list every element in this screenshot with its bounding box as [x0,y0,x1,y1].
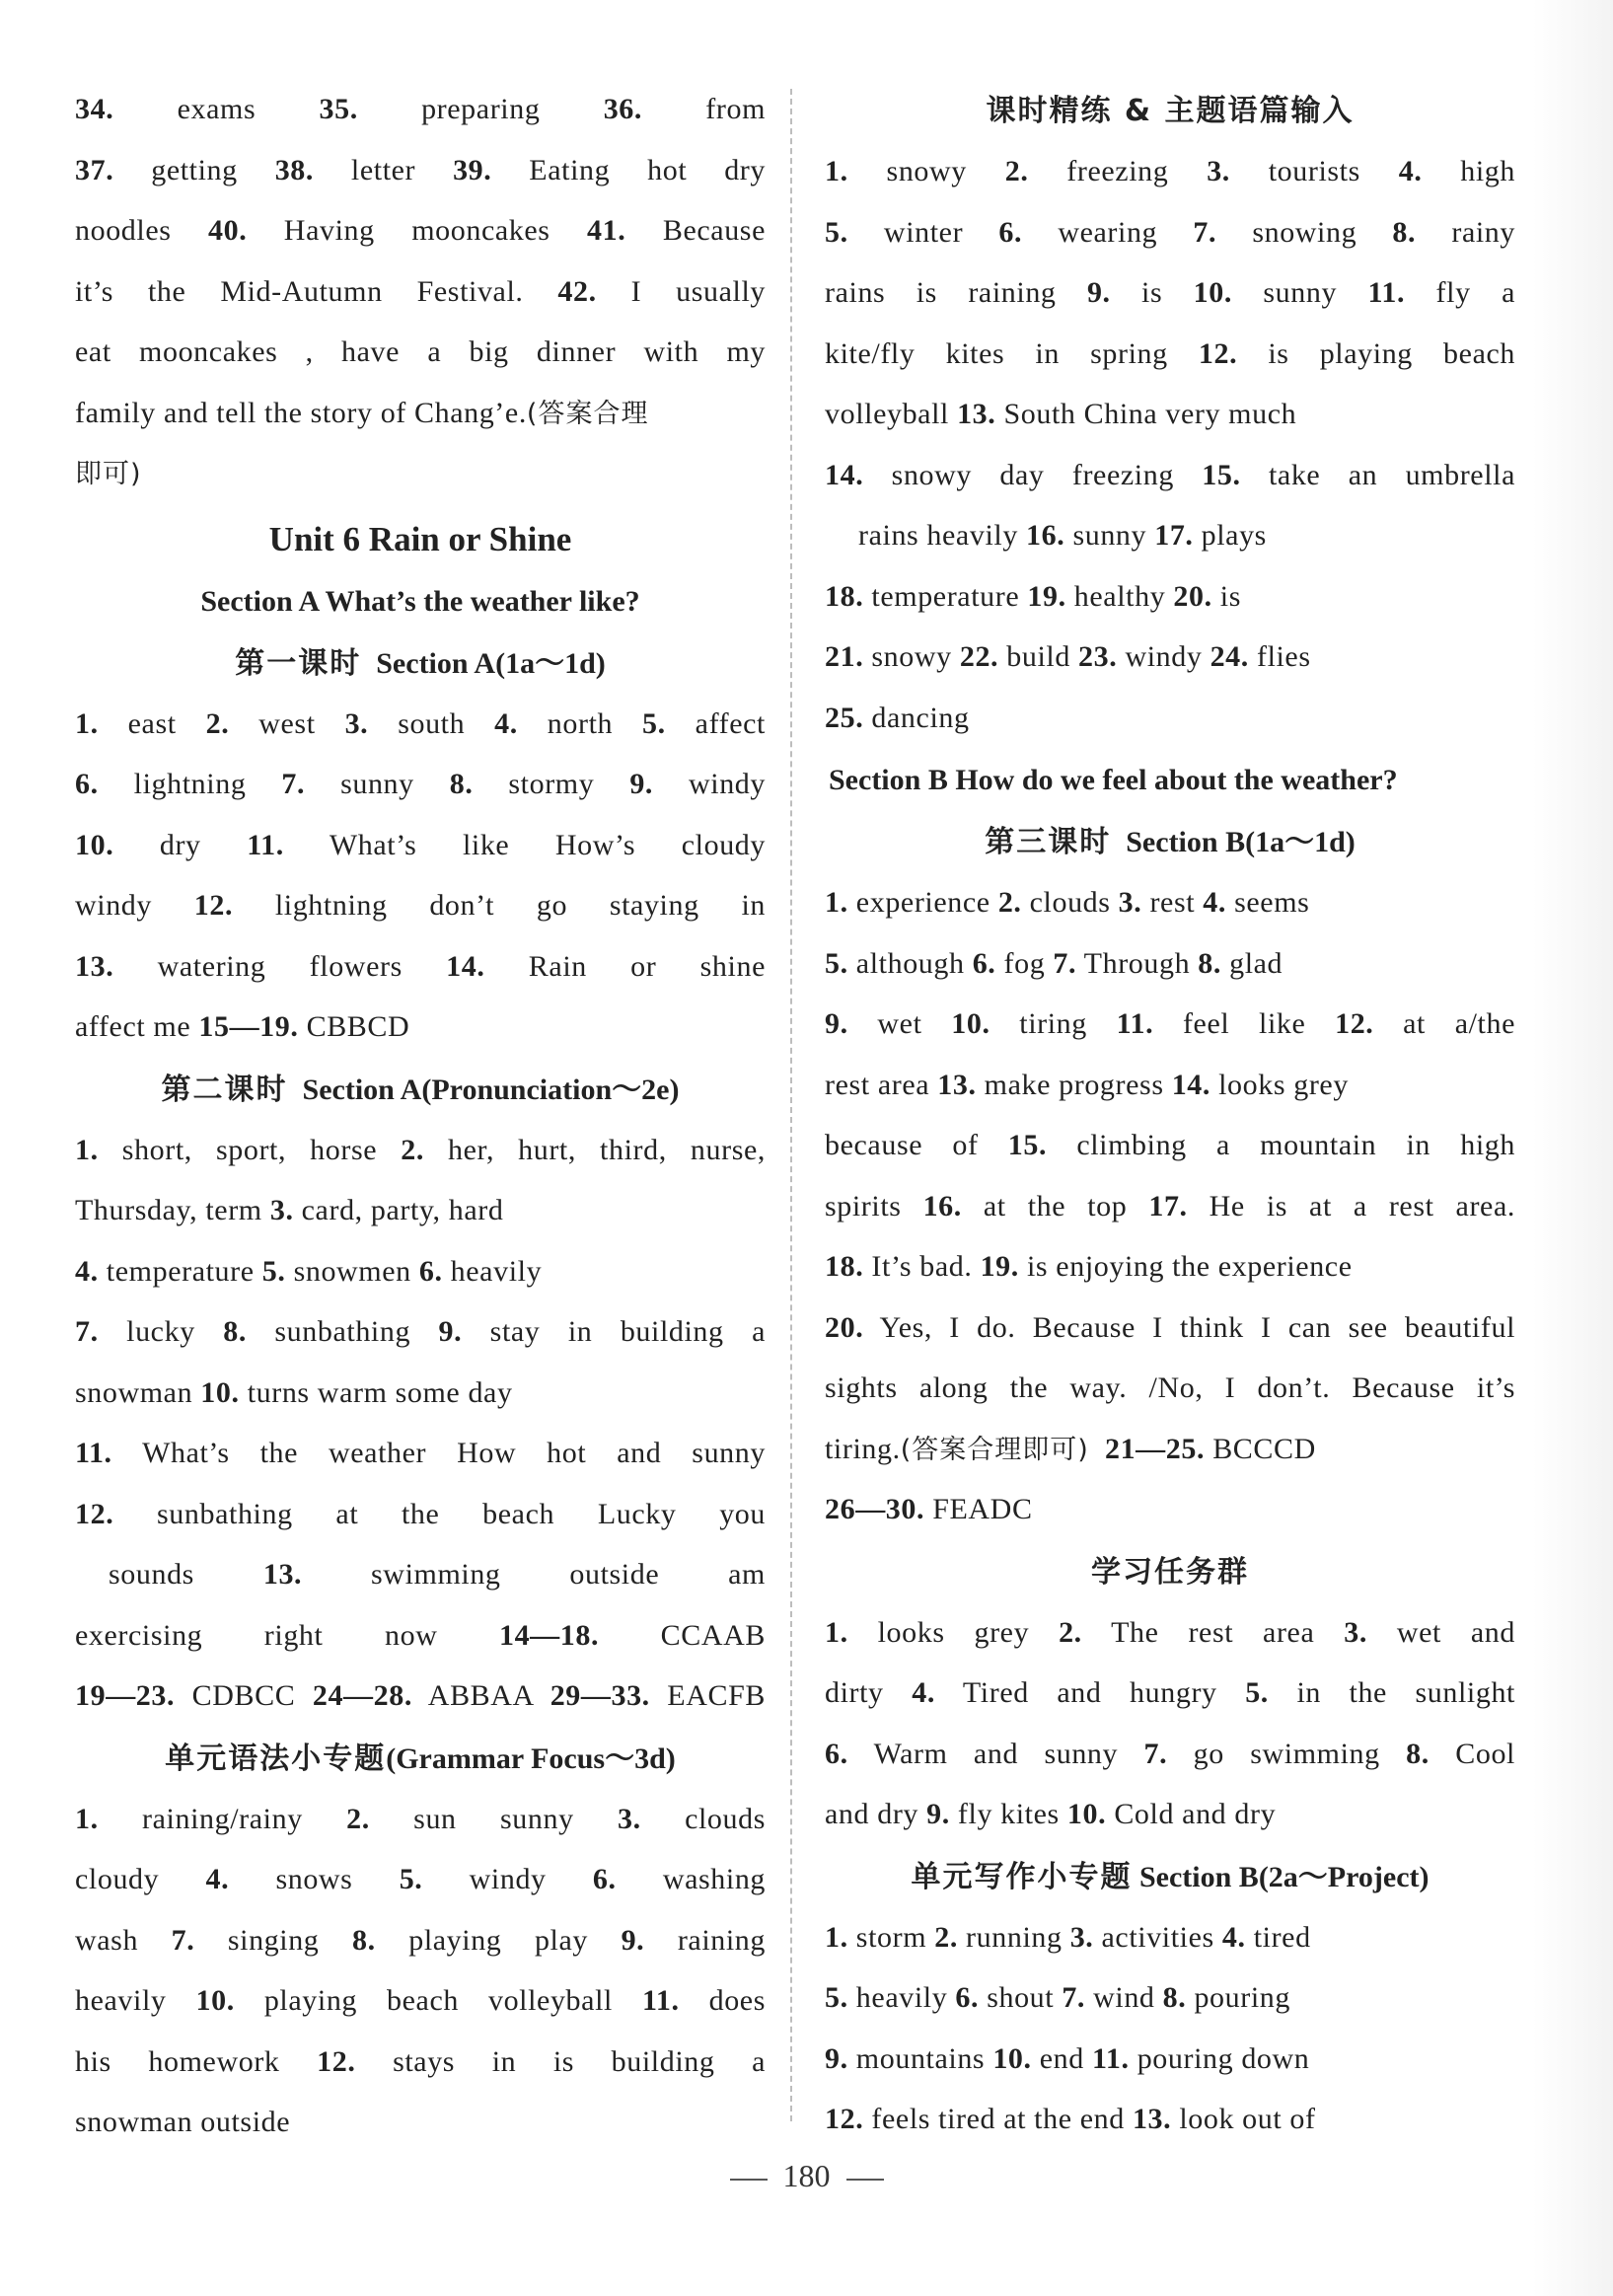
question-number: 6. [955,1981,980,2014]
question-number: 15. [1202,458,1241,491]
lesson-3-heading [825,816,1515,878]
answer-line: 21. snowy 22. build 23. windy 24. flies [825,640,1311,673]
question-number: 13. [957,398,996,430]
question-number: 21. [825,640,864,673]
answer-line: 18. temperature 19. healthy 20. is [825,579,1242,613]
answer-line: spirits 16. at the top 17. He is at a rest area. [825,1189,1515,1222]
question-number: 3. [1344,1615,1367,1649]
question-number: 1. [825,155,848,187]
question-number: 3. [1207,155,1230,187]
answer-line: 1. snowy 2. freezing 3. tourists 4. high [825,155,1515,187]
question-number: 19—23. [75,1679,176,1712]
question-number: 4. [205,1863,230,1895]
question-number: 34. [75,93,114,125]
footer-dash [846,2179,884,2181]
page-footer [0,2151,1613,2200]
answer-line: 5. winter 6. wearing 7. snowing 8. rainy [825,215,1515,249]
question-number: 11. [247,828,284,861]
answer-line: snowman outside [75,2106,291,2138]
column-divider [790,89,792,2121]
question-number: 6. [825,1737,848,1770]
question-number: 17. [1148,1189,1188,1222]
question-number: 3. [1118,886,1142,919]
answer-line: 25. dancing [825,701,970,734]
writing-zh: 单元写作小专题 [911,1859,1133,1894]
section-b-title: Section B How do we feel about the weather? [829,764,1398,796]
lesson-3-zh: 第三课时 [985,825,1112,859]
question-number: 6. [592,1863,617,1895]
question-number: 9. [629,768,654,800]
answer-line: eat mooncakes , have a big dinner with my [75,335,766,368]
answer-line: 14. snowy day freezing 15. take an umbrella [825,458,1515,491]
left-column [75,85,766,2159]
answer-line: 1. experience 2. clouds 3. rest 4. seems [825,886,1310,919]
answer-line: dirty 4. Tired and hungry 5. in the sunlight [825,1676,1515,1709]
question-number: 5. [825,215,848,249]
question-number: 20. [825,1310,864,1344]
question-number: 4. [912,1676,935,1709]
question-number: 5. [825,1981,848,2014]
answer-note: 即可) [75,459,142,489]
question-number: 26—30. [825,1493,925,1525]
question-number: 7. [1143,1737,1168,1770]
question-number: 5. [399,1863,423,1895]
question-number: 3. [344,706,369,740]
right-column [825,85,1515,2156]
question-number: 12. [317,2044,356,2078]
question-number: 1. [825,1920,848,1954]
question-number: 14. [1171,1068,1211,1101]
question-number: 12. [825,2103,864,2135]
question-number: 5. [642,706,666,740]
question-number: 2. [401,1133,424,1166]
answer-line: wash 7. singing 8. playing play 9. raining [75,1923,766,1957]
question-number: 11. [75,1437,112,1469]
answer-line: 5. although 6. fog 7. Through 8. glad [825,946,1283,980]
question-number: 2. [1059,1615,1082,1649]
question-number: 1. [75,1802,99,1835]
question-number: 21—25. [1104,1432,1206,1465]
question-number: 18. [825,579,864,613]
question-number: 6. [75,768,99,800]
question-number: 8. [223,1315,247,1348]
question-number: 19. [980,1250,1019,1283]
question-number: 14. [446,949,485,983]
answer-line: rains is raining 9. is 10. sunny 11. fly a [825,276,1515,309]
answer-note: (答案合理 [526,398,649,429]
question-number: 10. [1066,1798,1107,1830]
question-number: 39. [453,153,492,186]
lesson-3-en: Section B(1a～1d) [1126,826,1356,858]
unit-title: Unit 6 Rain or Shine [268,519,572,558]
answer-line [75,449,766,510]
question-number: 12. [1335,1007,1374,1040]
page-number: 180 [782,2158,831,2193]
question-number: 9. [825,1007,848,1040]
question-number: 4. [75,1254,99,1288]
question-number: 8. [1406,1737,1430,1770]
answer-line: because of 15. climbing a mountain in high [825,1129,1515,1161]
question-number: 5. [825,946,848,980]
grammar-zh: 单元语法小专题 [165,1741,387,1776]
answer-line: volleyball 13. South China very much [825,398,1297,430]
answer-line: 6. Warm and sunny 7. go swimming 8. Cool [825,1737,1515,1770]
question-number: 29—33. [550,1679,650,1712]
answer-text: 21—25. BCCCD [1104,1432,1316,1465]
answer-line: 1. raining/rainy 2. sun sunny 3. clouds [75,1802,766,1835]
question-number: 8. [449,768,474,800]
question-number: 20. [1173,579,1212,613]
question-number: 11. [1091,2041,1130,2075]
task-group-zh: 学习任务群 [1091,1554,1249,1590]
answer-text: tiring. [825,1432,901,1465]
answer-line: 4. temperature 5. snowmen 6. heavily [75,1254,543,1288]
question-number: 1. [75,706,99,740]
answer-line: affect me 15—19. CBBCD [75,1010,410,1043]
answer-line: rest area 13. make progress 14. looks grey [825,1068,1349,1101]
question-number: 7. [1053,946,1077,980]
lesson-1-en: Section A(1a～1d) [376,646,606,680]
answer-note: (答案合理即可) [900,1434,1089,1465]
footer-dash [730,2179,768,2181]
answer-line: 11. What’s the weather How hot and sunny [75,1437,766,1469]
lesson-1-zh: 第一课时 [235,645,362,681]
question-number: 9. [1086,276,1111,309]
answer-line: 5. heavily 6. shout 7. wind 8. pouring [825,1981,1290,2014]
question-number: 5. [261,1254,286,1288]
question-number: 7. [75,1315,99,1348]
writing-heading [825,1851,1515,1913]
question-number: 4. [1221,1920,1246,1954]
answer-line: 18. It’s bad. 19. is enjoying the experience [825,1250,1353,1283]
question-number: 1. [825,886,848,919]
question-number: 15—19. [198,1010,299,1043]
question-number: 14—18. [498,1618,600,1652]
answer-line: 1. short, sport, horse 2. her, hurt, third, nurse, [75,1133,766,1166]
lesson-2-heading [75,1064,766,1126]
question-number: 41. [587,214,626,247]
answer-line: 1. storm 2. running 3. activities 4. tired [825,1920,1311,1954]
answer-line: heavily 10. playing beach volleyball 11. does [75,1984,766,2017]
answer-line: 19—23. CDBCC 24—28. ABBAA 29—33. EACFB [75,1679,766,1712]
answer-line: exercising right now 14—18. CCAAB [75,1618,766,1652]
question-number: 12. [1198,336,1238,370]
answer-line: 6. lightning 7. sunny 8. stormy 9. windy [75,768,766,800]
answer-line: 12. sunbathing at the beach Lucky you [75,1497,766,1530]
question-number: 2. [205,706,230,740]
question-number: 13. [262,1558,303,1591]
question-number: 3. [618,1802,641,1835]
question-number: 9. [926,1798,950,1830]
writing-en: Section B(2a～Project) [1138,1860,1430,1893]
question-number: 10. [200,1375,240,1409]
question-number: 36. [603,93,643,125]
answer-line: 34. exams 35. preparing 36. from [75,93,766,125]
answer-line: Thursday, term 3. card, party, hard [75,1194,504,1226]
answer-line: 20. Yes, I do. Because I think I can see beautiful [825,1310,1515,1344]
question-number: 13. [75,949,114,983]
answer-text: family and tell the story of Chang’e. [75,396,527,429]
answer-line: and dry 9. fly kites 10. Cold and dry [825,1798,1277,1830]
question-number: 8. [1198,946,1221,980]
answer-line: it’s the Mid-Autumn Festival. 42. I usually [75,274,766,308]
question-number: 10. [1193,276,1232,309]
question-number: 38. [274,153,314,186]
question-number: 6. [418,1254,443,1288]
question-number: 15. [1007,1129,1048,1161]
practice-zh: 课时精练 & 主题语篇输入 [986,94,1355,128]
question-number: 14. [825,458,864,491]
question-number: 6. [998,215,1023,249]
question-number: 2. [1004,155,1029,187]
question-number: 1. [825,1615,848,1649]
question-number: 13. [937,1068,977,1101]
question-number: 6. [972,946,996,980]
question-number: 10. [992,2041,1032,2075]
question-number: 12. [193,889,234,922]
answer-line: 9. wet 10. tiring 11. feel like 12. at a/the [825,1007,1515,1040]
question-number: 5. [1245,1676,1269,1709]
question-number: 7. [281,768,306,800]
answer-line: 12. feels tired at the end 13. look out of [825,2103,1316,2135]
question-number: 3. [1069,1920,1094,1954]
question-number: 7. [1193,215,1217,249]
task-group-heading [825,1546,1515,1608]
question-number: 4. [1398,155,1423,187]
lesson-2-en: Section A(Pronunciation～2e) [302,1073,680,1106]
question-number: 1. [75,1133,99,1166]
question-number: 11. [1116,1007,1154,1040]
question-number: 24. [1210,640,1249,673]
question-number: 8. [1162,1981,1187,2014]
answer-line [825,1425,1515,1486]
question-number: 42. [557,274,597,308]
question-number: 18. [825,1250,864,1283]
question-number: 11. [1367,276,1406,309]
question-number: 10. [195,1984,235,2017]
answer-line [75,389,766,450]
question-number: 25. [825,701,864,734]
question-number: 2. [997,886,1022,919]
question-number: 24—28. [312,1679,412,1712]
question-number: 7. [171,1923,195,1957]
grammar-heading [75,1733,766,1795]
question-number: 3. [269,1194,294,1226]
question-number: 17. [1154,519,1194,552]
section-a-title: Section A What’s the weather like? [200,584,640,618]
lesson-2-zh: 第二课时 [161,1072,288,1107]
answer-line: cloudy 4. snows 5. windy 6. washing [75,1863,766,1895]
answer-line: 10. dry 11. What’s like How’s cloudy [75,828,766,861]
question-number: 9. [621,1923,645,1957]
answer-line: 1. looks grey 2. The rest area 3. wet and [825,1615,1515,1649]
answer-line: kite/fly kites in spring 12. is playing beach [825,336,1515,370]
answer-line: 13. watering flowers 14. Rain or shine [75,949,766,983]
question-number: 10. [75,828,114,861]
grammar-en: (Grammar Focus～3d) [386,1741,676,1775]
question-number: 19. [1027,579,1066,613]
question-number: 37. [75,153,114,186]
answer-line: windy 12. lightning don’t go staying in [75,889,766,922]
question-number: 2. [346,1802,370,1835]
question-number: 8. [1392,215,1417,249]
question-number: 9. [438,1315,463,1348]
answer-line: 26—30. FEADC [825,1493,1033,1525]
answer-line: sounds 13. swimming outside am [109,1558,766,1591]
question-number: 16. [922,1189,962,1222]
question-number: 11. [641,1984,680,2017]
answer-line: rains heavily 16. sunny 17. plays [858,519,1267,552]
question-number: 22. [959,640,999,673]
answer-line: 1. east 2. west 3. south 4. north 5. affect [75,706,766,740]
answer-line: his homework 12. stays in is building a [75,2044,766,2078]
practice-heading [825,85,1515,147]
question-number: 16. [1026,519,1065,552]
question-number: 4. [494,706,518,740]
question-number: 13. [1132,2103,1172,2135]
answer-line: noodles 40. Having mooncakes 41. Because [75,214,766,247]
question-number: 12. [75,1497,114,1530]
question-number: 23. [1078,640,1118,673]
question-number: 2. [934,1920,958,1954]
question-number: 4. [1203,886,1226,919]
answer-line: 7. lucky 8. sunbathing 9. stay in building a [75,1315,766,1348]
answer-line: sights along the way. /No, I don’t. Because it’s [825,1371,1515,1404]
lesson-1-heading [75,637,766,700]
answer-line: 37. getting 38. letter 39. Eating hot dry [75,153,766,186]
question-number: 10. [951,1007,990,1040]
question-number: 8. [351,1923,376,1957]
question-number: 7. [1062,1981,1086,2014]
answer-line: snowman 10. turns warm some day [75,1375,513,1409]
question-number: 40. [208,214,248,247]
question-number: 35. [319,93,358,125]
answer-line: 9. mountains 10. end 11. pouring down [825,2041,1310,2075]
question-number: 9. [825,2041,848,2075]
